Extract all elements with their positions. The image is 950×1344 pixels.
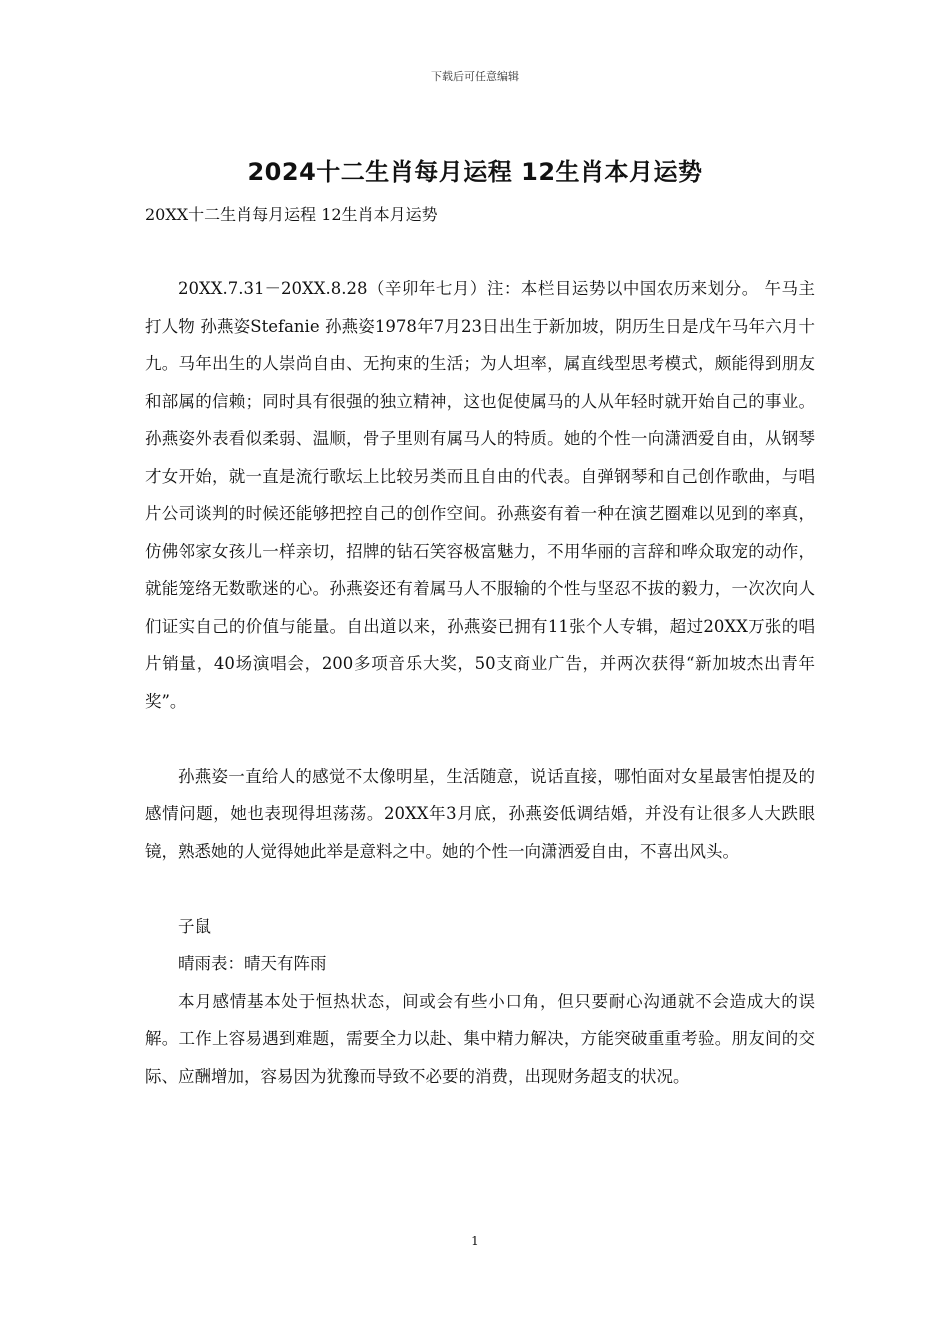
paragraph-personality: 孙燕姿一直给人的感觉不太像明星，生活随意，说话直接，哪怕面对女星最害怕提及的感情问题，她也表现得坦荡荡。20XX年3月底，孙燕姿低调结婚，并没有让很多人大跌眼镜，熟悉她的人觉得她此举是意料之中。她的个性一向潇洒爱自由，不喜出风头。 xyxy=(145,766,815,861)
header-note: 下载后可任意编辑 xyxy=(431,70,519,83)
page-title: 2024十二生肖每月运程 12生肖本月运势 xyxy=(247,158,703,186)
document-subtitle: 20XX十二生肖每月运程 12生肖本月运势 xyxy=(145,205,438,224)
zodiac-heading: 子鼠 xyxy=(178,916,211,936)
weather-line: 晴雨表：晴天有阵雨 xyxy=(178,954,327,973)
document-body xyxy=(145,270,815,1095)
paragraph-intro: 20XX.7.31－20XX.8.28（辛卯年七月）注：本栏目运势以中国农历来划分。 午马主打人物 孙燕姿Stefanie 孙燕姿1978年7月23日出生于新加坡，阴历生日是戊午马年六月十九。马年出生的人崇尚自由、无拘束的生活；为人坦率，属直线型思考模式，颇能得到朋友和部属的信赖；同时具有很强的独立精神，这也促使属马的人从年轻时就开始自己的事业。孙燕姿外表看似柔弱、温顺，骨子里则有属马人的特质。她的个性一向潇洒爱自由，从钢琴才女开始，就一直是流行歌坛上比较另类而且自由的代表。自弹钢琴和自己创作歌曲，与唱片公司谈判的时候还能够把控自己的创作空间。孙燕姿有着一种在演艺圈难以见到的率真，仿佛邻家女孩儿一样亲切，招牌的钻石笑容极富魅力，不用华丽的言辞和哗众取宠的动作，就能笼络无数歌迷的心。孙燕姿还有着属马人不服输的个性与坚忍不拔的毅力，一次次向人们证实自己的价值与能量。自出道以来，孙燕姿已拥有11张个人专辑，超过20XX万张的唱片销量，40场演唱会，200多项音乐大奖，50支商业广告，并两次获得“新加坡杰出青年奖”。 xyxy=(145,279,815,711)
page-number: 1 xyxy=(471,1234,479,1248)
fortune-paragraph: 本月感情基本处于恒热状态，间或会有些小口角，但只要耐心沟通就不会造成大的误解。工作上容易遇到难题，需要全力以赴、集中精力解决，方能突破重重考验。朋友间的交际、应酬增加，容易因为犹豫而导致不必要的消费，出现财务超支的状况。 xyxy=(145,991,815,1086)
